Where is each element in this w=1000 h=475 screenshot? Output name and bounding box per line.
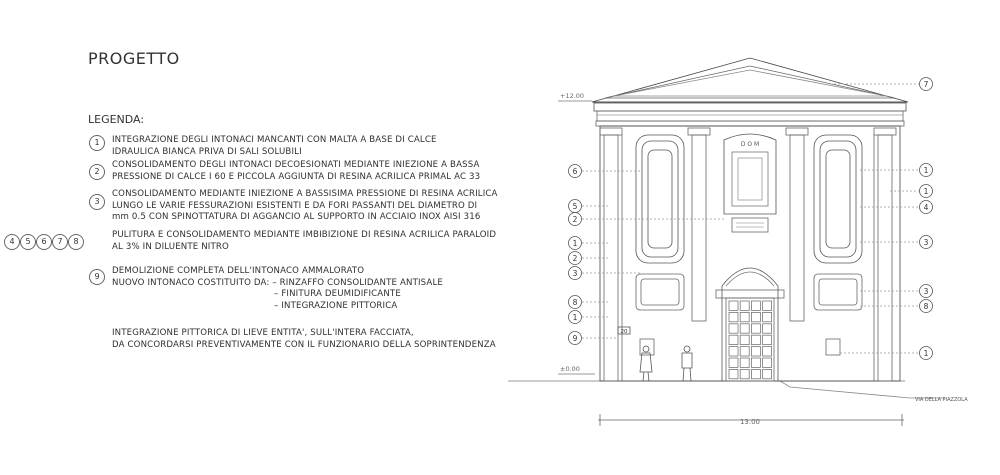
door-number-plate bbox=[618, 327, 630, 335]
callout-right-3 bbox=[920, 236, 933, 249]
svg-text:1: 1 bbox=[923, 165, 929, 175]
callout-right-7 bbox=[920, 78, 933, 91]
door-panel bbox=[740, 335, 749, 344]
door-panel bbox=[763, 301, 772, 310]
door-panel bbox=[740, 358, 749, 367]
door-panel bbox=[751, 301, 760, 310]
callout-left-5 bbox=[569, 200, 582, 213]
door-panel bbox=[751, 324, 760, 333]
callout-left-9 bbox=[569, 332, 582, 345]
svg-text:1: 1 bbox=[572, 312, 578, 322]
right-panel bbox=[814, 135, 862, 263]
legend-item-1-text: INTEGRAZIONE DEGLI INTONACI MANCANTI CON MALTA A BASE DI CALCE IDRAULICA BIANCA PRIVA DI SALI SOLUBILI bbox=[112, 135, 437, 157]
callout-left-1 bbox=[569, 237, 582, 250]
door-panel bbox=[729, 347, 738, 356]
callout-right-3 bbox=[920, 285, 933, 298]
svg-text:3: 3 bbox=[572, 268, 578, 278]
callout-left-6 bbox=[569, 165, 582, 178]
door-panel bbox=[729, 312, 738, 321]
door-panel bbox=[763, 335, 772, 344]
callout-left-2 bbox=[569, 213, 582, 226]
pediment bbox=[592, 58, 908, 102]
street-label: VIA DELLA PIAZZOLA bbox=[915, 397, 968, 403]
inscription-tablet bbox=[732, 218, 768, 232]
svg-text:1: 1 bbox=[923, 348, 929, 358]
legend-number: 6 bbox=[36, 234, 52, 250]
door-panel bbox=[740, 301, 749, 310]
central-window bbox=[724, 134, 776, 214]
person-figure-left bbox=[640, 346, 652, 381]
svg-text:±0.00: ±0.00 bbox=[560, 365, 580, 373]
svg-text:1: 1 bbox=[923, 186, 929, 196]
facade-body bbox=[600, 126, 900, 381]
door-panel bbox=[729, 335, 738, 344]
legend-number: 2 bbox=[89, 164, 105, 180]
door-panels bbox=[729, 301, 772, 379]
legend-number: 3 bbox=[89, 194, 105, 210]
callouts-right bbox=[830, 84, 919, 353]
page-title: PROGETTO bbox=[88, 49, 180, 68]
door-panel bbox=[729, 301, 738, 310]
callout-left-3 bbox=[569, 267, 582, 280]
dom-inscription: D O M bbox=[740, 141, 760, 148]
elevation-marker-top bbox=[558, 92, 592, 101]
door-panel bbox=[729, 324, 738, 333]
svg-text:2: 2 bbox=[572, 253, 578, 263]
door-panel bbox=[740, 369, 749, 378]
callout-right-4 bbox=[920, 201, 933, 214]
svg-text:1: 1 bbox=[572, 238, 578, 248]
door-panel bbox=[740, 347, 749, 356]
street-line bbox=[780, 381, 945, 398]
door-panel bbox=[751, 358, 760, 367]
door-panel bbox=[729, 369, 738, 378]
legend-number: 7 bbox=[52, 234, 68, 250]
svg-text:20: 20 bbox=[620, 329, 628, 335]
svg-text:9: 9 bbox=[572, 333, 578, 343]
legend-number: 4 bbox=[4, 234, 20, 250]
elevation-marker-bottom bbox=[558, 365, 595, 374]
svg-text:8: 8 bbox=[923, 301, 929, 311]
door-panel bbox=[763, 347, 772, 356]
svg-text:13.00: 13.00 bbox=[739, 418, 761, 426]
legend-number: 5 bbox=[20, 234, 36, 250]
callout-right-1 bbox=[920, 164, 933, 177]
legend-note: INTEGRAZIONE PITTORICA DI LIEVE ENTITA', SULL'INTERA FACCIATA, DA CONCORDARSI PREVENTIVAMENTE CON IL FUNZIONARIO DELLA SOPRINTENDENZA bbox=[112, 328, 496, 350]
door-panel bbox=[763, 312, 772, 321]
legend-number: 9 bbox=[89, 269, 105, 285]
door-panel bbox=[740, 312, 749, 321]
legend-item-3-text: CONSOLIDAMENTO MEDIANTE INIEZIONE A BASSISIMA PRESSIONE DI RESINA ACRILICA LUNGO LE VARIE FESSURAZIONI ESISTENTI E DA FORI PASSANTI DEL DIAMETRO DI mm 0.5 CON SPINOTTATURA DI AGGANCIO AL SUPPORTO IN ACCIAIO INOX AISI 316 bbox=[112, 189, 498, 222]
entablature bbox=[594, 103, 906, 126]
callout-left-8 bbox=[569, 296, 582, 309]
door-panel bbox=[729, 358, 738, 367]
legend-item-2-text: CONSOLIDAMENTO DEGLI INTONACI DECOESIONATI MEDIANTE INIEZIONE A BASSA PRESSIONE DI CALCE I 60 E PICCOLA AGGIUNTA DI RESINA ACRILICA PRIMAL AC 33 bbox=[112, 160, 481, 182]
door-panel bbox=[740, 324, 749, 333]
callouts-left bbox=[582, 171, 724, 338]
legend-number: 1 bbox=[89, 135, 105, 151]
callout-right-8 bbox=[920, 300, 933, 313]
door-panel bbox=[751, 347, 760, 356]
svg-text:4: 4 bbox=[923, 202, 929, 212]
door-panel bbox=[763, 358, 772, 367]
svg-text:6: 6 bbox=[572, 166, 578, 176]
door-panel bbox=[751, 312, 760, 321]
door-panel bbox=[763, 324, 772, 333]
person-figure-right bbox=[682, 346, 692, 381]
callout-left-1 bbox=[569, 311, 582, 324]
svg-text:2: 2 bbox=[572, 214, 578, 224]
callout-left-2 bbox=[569, 252, 582, 265]
svg-text:3: 3 bbox=[923, 237, 929, 247]
door-panel bbox=[763, 369, 772, 378]
callout-right-1 bbox=[920, 347, 933, 360]
door-panel bbox=[751, 369, 760, 378]
svg-text:7: 7 bbox=[923, 79, 929, 89]
width-dimension bbox=[598, 414, 904, 426]
callout-right-1 bbox=[920, 185, 933, 198]
svg-text:3: 3 bbox=[923, 286, 929, 296]
legend-item-4-8-text: PULITURA E CONSOLIDAMENTO MEDIANTE IMBIBIZIONE DI RESINA ACRILICA PARALOID AL 3% IN DILUENTE NITRO bbox=[112, 230, 497, 252]
door-panel bbox=[751, 335, 760, 344]
legend-item-9-text: DEMOLIZIONE COMPLETA DELL'INTONACO AMMALORATO NUOVO INTONACO COSTITUITO DA: – RINZAFFO CONSOLIDANTE ANTISALE – FINITURA DEUMIDIFICANTE – INTEGRAZIONE PITTORICA bbox=[112, 266, 443, 311]
svg-text:5: 5 bbox=[572, 201, 578, 211]
left-panel bbox=[636, 135, 684, 263]
legend-title: LEGENDA: bbox=[88, 113, 145, 126]
svg-text:+12.00: +12.00 bbox=[560, 92, 585, 100]
legend-number: 8 bbox=[68, 234, 84, 250]
svg-text:8: 8 bbox=[572, 297, 578, 307]
